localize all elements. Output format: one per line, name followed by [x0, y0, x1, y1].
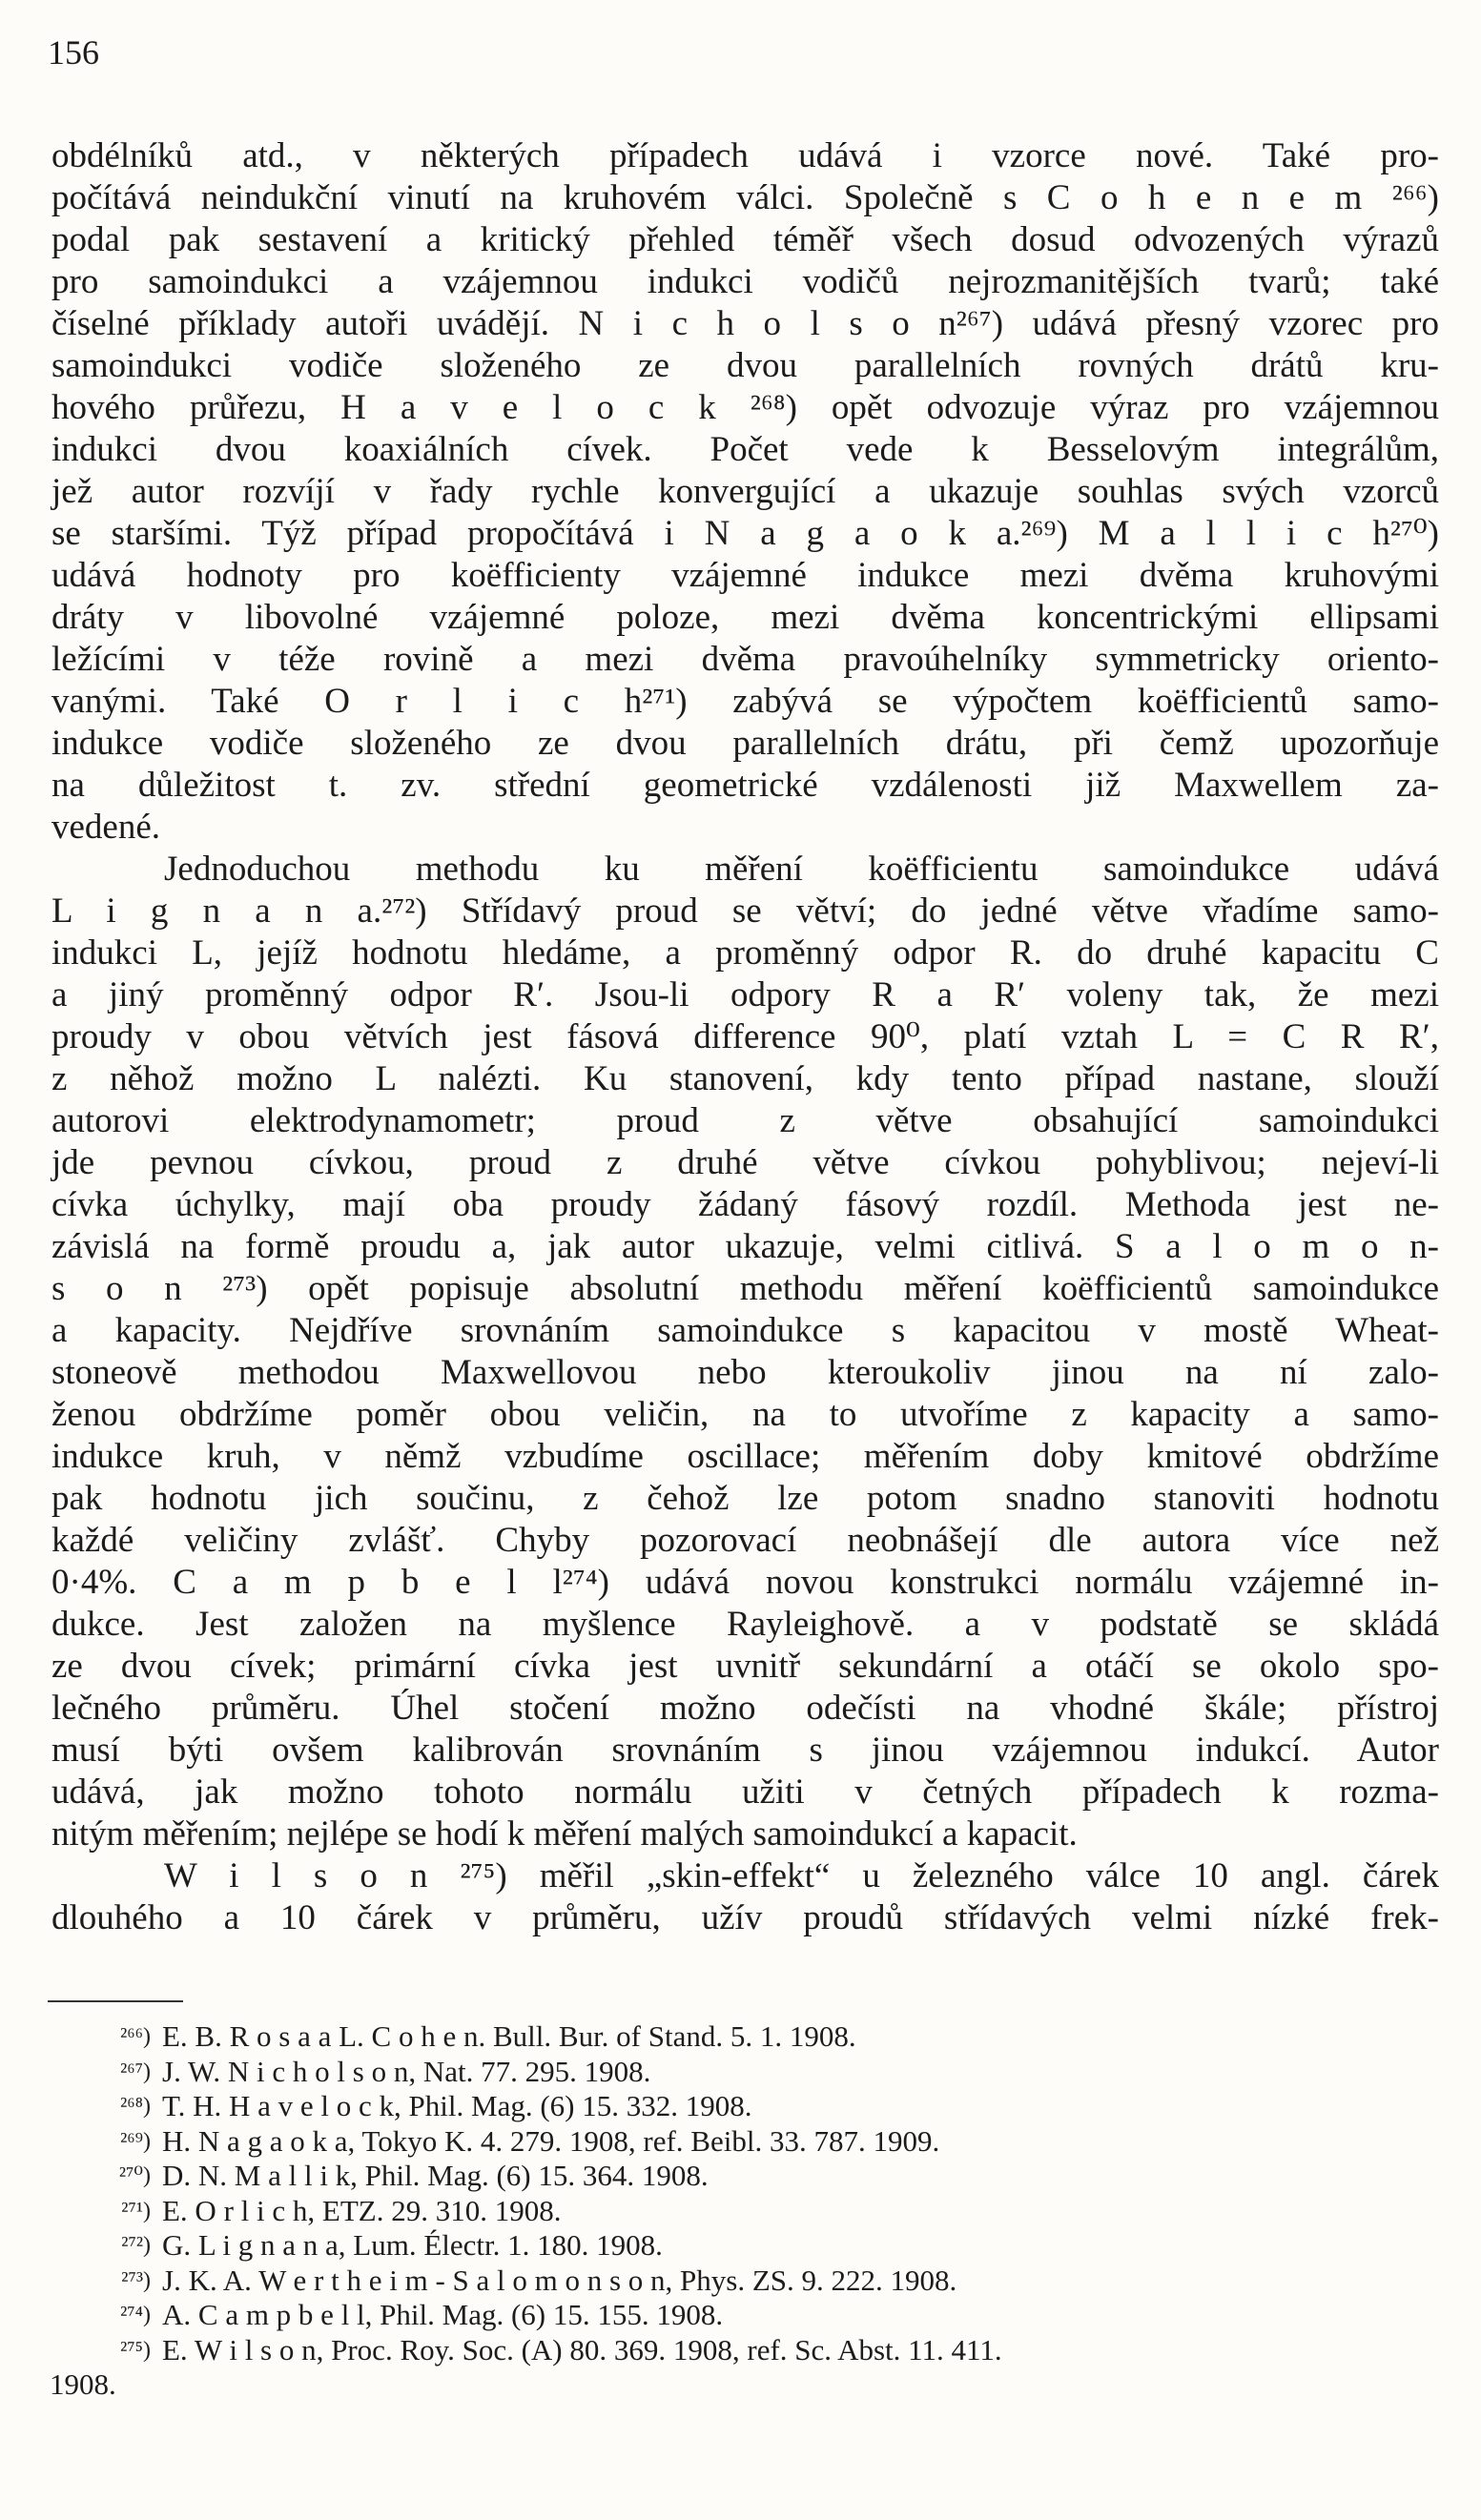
text-line: 0·4%. C a m p b e l l²⁷⁴) udává novou konstrukci normálu vzájemné in-: [51, 1563, 1439, 1602]
text-line: a jiný proměnný odpor R′. Jsou-li odpory R a R′ voleny tak, že mezi: [51, 975, 1439, 1014]
footnote-text: D. N. M a l l i k, Phil. Mag. (6) 15. 364. 1908.: [162, 2159, 709, 2192]
footnote: [50, 2264, 1442, 2299]
text-line: indukci dvou koaxiálních cívek. Počet vede k Besselovým integrálům,: [51, 430, 1439, 469]
text-line: jde pevnou cívkou, proud z druhé větve cívkou pohyblivou; nejeví-li: [51, 1143, 1439, 1182]
page-number: 156: [48, 33, 99, 72]
footnote-mark: ²⁷²): [121, 2233, 151, 2258]
text-line: s o n ²⁷³) opět popisuje absolutní methodu měření koëfficientů samoindukce: [51, 1269, 1439, 1308]
text-line: vanými. Také O r l i c h²⁷¹) zabývá se výpočtem koëfficientů samo-: [51, 682, 1439, 721]
text-line: závislá na formě proudu a, jak autor ukazuje, velmi citlivá. S a l o m o n-: [51, 1227, 1439, 1266]
text-line: vedené.: [51, 808, 161, 847]
footnote: [50, 2159, 1442, 2194]
footnote-text: E. O r l i c h, ETZ. 29. 310. 1908.: [162, 2193, 562, 2227]
text-line: obdélníků atd., v některých případech udává i vzorce nové. Také pro-: [51, 136, 1439, 175]
footnote: [50, 2333, 1442, 2368]
text-line: podal pak sestavení a kritický přehled téměř všech dosud odvozených výrazů: [51, 220, 1439, 259]
text-line: jež autor rozvíjí v řady rychle konvergující a ukazuje souhlas svých vzorců: [51, 472, 1439, 511]
footnote: [50, 2019, 1442, 2055]
footnote: [50, 2089, 1442, 2124]
text-line: a kapacity. Nejdříve srovnáním samoindukce s kapacitou v mostě Wheat-: [51, 1311, 1439, 1350]
footnote-text: E. W i l s o n, Proc. Roy. Soc. (A) 80. 369. 1908, ref. Sc. Abst. 11. 411.: [162, 2332, 1002, 2366]
footnote-continuation: 1908.: [50, 2367, 116, 2401]
text-line: indukce vodiče složeného ze dvou parallelních drátu, při čemž upozorňuje: [51, 724, 1439, 763]
text-line: samoindukci vodiče složeného ze dvou parallelních rovných drátů kru-: [51, 346, 1439, 385]
text-line: každé veličiny zvlášť. Chyby pozorovací neobnášejí dle autora více než: [51, 1521, 1439, 1560]
text-line: udává hodnoty pro koëfficienty vzájemné indukce mezi dvěma kruhovými: [51, 556, 1439, 595]
footnote-text: G. L i g n a n a, Lum. Électr. 1. 180. 1908.: [162, 2228, 663, 2262]
text-line: autorovi elektrodynamometr; proud z větve obsahující samoindukci: [51, 1101, 1439, 1140]
text-line: W i l s o n ²⁷⁵) měřil „skin-effekt“ u železného válce 10 angl. čárek: [164, 1856, 1439, 1895]
footnote-mark: ²⁷⁵): [120, 2337, 151, 2363]
footnote: [50, 2298, 1442, 2333]
footnote-mark: ²⁶⁶): [120, 2024, 151, 2049]
footnote-text: A. C a m p b e l l, Phil. Mag. (6) 15. 155. 1908.: [162, 2298, 724, 2331]
text-line: indukce kruh, v němž vzbudíme oscillace; měřením doby kmitové obdržíme: [51, 1437, 1439, 1476]
text-line: dlouhého a 10 čárek v průměru, užív proudů střídavých velmi nízké frek-: [51, 1898, 1439, 1937]
footnote-mark: ²⁶⁷): [120, 2059, 151, 2084]
text-line: nitým měřením; nejlépe se hodí k měření malých samoindukcí a kapacit.: [51, 1814, 1078, 1854]
footnote-text: E. B. R o s a a L. C o h e n. Bull. Bur. of Stand. 5. 1. 1908.: [162, 2019, 856, 2053]
text-line: se staršími. Týž případ propočítává i N a g a o k a.²⁶⁹) M a l l i c h²⁷⁰): [51, 514, 1439, 553]
footnote: [50, 2055, 1442, 2090]
text-line: ležícími v téže rovině a mezi dvěma pravoúhelníky symmetricky oriento-: [51, 640, 1439, 679]
text-line: číselné příklady autoři uvádějí. N i c h o l s o n²⁶⁷) udává přesný vzorec pro: [51, 304, 1439, 343]
text-line: hového průřezu, H a v e l o c k ²⁶⁸) opět odvozuje výraz pro vzájemnou: [51, 388, 1439, 427]
footnote-text: J. W. N i c h o l s o n, Nat. 77. 295. 1908.: [162, 2054, 651, 2088]
text-line: dukce. Jest založen na myšlence Rayleighově. a v podstatě se skládá: [51, 1605, 1439, 1644]
text-line: L i g n a n a.²⁷²) Střídavý proud se větví; do jedné větve vřadíme samo-: [51, 891, 1439, 931]
text-line: musí býti ovšem kalibrován srovnáním s jinou vzájemnou indukcí. Autor: [51, 1731, 1439, 1770]
footnote-divider: [48, 2000, 183, 2002]
text-line: indukci L, jejíž hodnotu hledáme, a proměnný odpor R. do druhé kapacitu C: [51, 933, 1439, 973]
text-line: pak hodnotu jich součinu, z čehož lze potom snadno stanoviti hodnotu: [51, 1479, 1439, 1518]
footnote-mark: ²⁷⁴): [120, 2303, 151, 2327]
footnote-mark: ²⁷⁰): [118, 2163, 151, 2188]
footnotes: [50, 2019, 1442, 2403]
footnote: [50, 2124, 1442, 2160]
body-text: [51, 135, 1439, 1939]
footnote-mark: ²⁷¹): [121, 2198, 151, 2223]
text-line: ze dvou cívek; primární cívka jest uvnitř sekundární a otáčí se okolo spo-: [51, 1647, 1439, 1686]
text-line: udává, jak možno tohoto normálu užiti v četných případech k rozma-: [51, 1772, 1439, 1812]
text-line: proudy v obou větvích jest fásová difference 90⁰, platí vztah L = C R R′,: [51, 1017, 1439, 1056]
text-line: Jednoduchou methodu ku měření koëfficientu samoindukce udává: [164, 850, 1439, 889]
footnote-text: J. K. A. W e r t h e i m - S a l o m o n s o n, Phys. ZS. 9. 222. 1908.: [162, 2263, 957, 2297]
footnote-text: H. N a g a o k a, Tokyo K. 4. 279. 1908, ref. Beibl. 33. 787. 1909.: [162, 2123, 940, 2158]
text-line: pro samoindukci a vzájemnou indukci vodičů nejrozmanitějších tvarů; také: [51, 262, 1439, 301]
footnote: [50, 2228, 1442, 2264]
text-line: počítává neindukční vinutí na kruhovém válci. Společně s C o h e n e m ²⁶⁶): [51, 178, 1439, 217]
text-line: ženou obdržíme poměr obou veličin, na to utvoříme z kapacity a samo-: [51, 1395, 1439, 1434]
text-line: cívka úchylky, mají oba proudy žádaný fásový rozdíl. Methoda jest ne-: [51, 1185, 1439, 1224]
text-line: dráty v libovolné vzájemné poloze, mezi dvěma koncentrickými ellipsami: [51, 598, 1439, 637]
footnote-mark: ²⁶⁹): [120, 2128, 151, 2154]
footnote-text: T. H. H a v e l o c k, Phil. Mag. (6) 15. 332. 1908.: [162, 2089, 752, 2122]
footnote-mark: ²⁷³): [121, 2267, 151, 2293]
text-line: lečného průměru. Úhel stočení možno odečísti na vhodné škále; přístroj: [51, 1689, 1439, 1728]
text-line: z něhož možno L nalézti. Ku stanovení, kdy tento případ nastane, slouží: [51, 1059, 1439, 1098]
text-line: na důležitost t. zv. střední geometrické vzdálenosti již Maxwellem za-: [51, 766, 1439, 805]
footnote: [50, 2194, 1442, 2229]
footnote-mark: ²⁶⁸): [120, 2094, 151, 2119]
text-line: stoneově methodou Maxwellovou nebo kteroukoliv jinou na ní zalo-: [51, 1353, 1439, 1392]
